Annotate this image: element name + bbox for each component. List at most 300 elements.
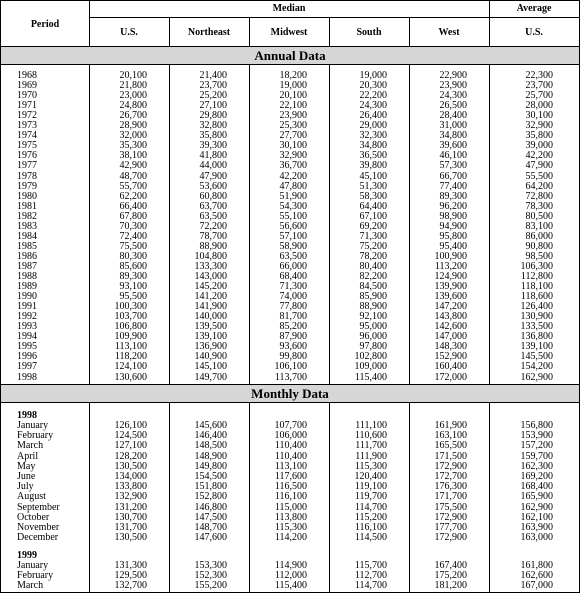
table-cell-value: 115,400 xyxy=(354,371,387,383)
table-cell-value: 130,900 xyxy=(520,311,553,323)
table-cell-value: 104,800 xyxy=(194,250,227,262)
table-cell-value: 47,900 xyxy=(525,160,553,172)
table-cell-value: 39,600 xyxy=(439,140,467,152)
table-cell-value: 143,800 xyxy=(434,311,467,323)
table-cell-value: 57,300 xyxy=(439,160,467,172)
row-period-label: September xyxy=(17,501,60,513)
table-cell-value: 28,000 xyxy=(525,100,553,112)
table-cell-value: 20,300 xyxy=(359,80,387,92)
table-cell-value: 114,700 xyxy=(354,501,387,513)
table-cell-value: 145,200 xyxy=(194,281,227,293)
table-cell-value: 130,500 xyxy=(114,460,147,472)
table-cell-value: 42,900 xyxy=(119,160,147,172)
table-cell-value: 81,700 xyxy=(279,311,307,323)
table-cell-value: 167,400 xyxy=(434,560,467,571)
table-cell-value: 153,900 xyxy=(520,430,553,442)
table-cell-value: 113,700 xyxy=(274,371,307,383)
table-cell-value: 116,500 xyxy=(274,481,307,493)
row-period-label: 1983 xyxy=(17,220,37,232)
average-header: Average xyxy=(516,3,552,14)
table-cell-value: 35,800 xyxy=(525,130,553,142)
row-period-label: 1976 xyxy=(17,150,37,162)
row-period-label: 1996 xyxy=(17,351,37,363)
table-cell-value: 130,600 xyxy=(114,371,147,383)
annual-data-heading: Annual Data xyxy=(1,47,579,64)
table-cell-value: 171,500 xyxy=(434,450,467,462)
table-cell-value: 44,000 xyxy=(199,160,227,172)
table-cell-value: 92,100 xyxy=(359,311,387,323)
table-cell-value: 134,000 xyxy=(114,471,147,482)
table-cell-value: 112,000 xyxy=(274,570,307,582)
row-period-label: 1982 xyxy=(17,210,37,222)
col-divider xyxy=(169,64,170,384)
table-cell-value: 51,900 xyxy=(279,190,307,202)
table-cell-value: 63,500 xyxy=(279,250,307,262)
table-cell-value: 109,900 xyxy=(114,331,147,343)
table-cell-value: 152,800 xyxy=(194,491,227,503)
table-cell-value: 106,800 xyxy=(114,321,147,333)
col-divider xyxy=(89,64,90,384)
table-cell-value: 72,200 xyxy=(199,220,227,232)
table-cell-value: 131,300 xyxy=(114,560,147,571)
table-cell-value: 172,900 xyxy=(434,460,467,472)
table-cell-value: 131,700 xyxy=(114,522,147,533)
table-cell-value: 153,300 xyxy=(194,560,227,571)
table-cell-value: 41,800 xyxy=(199,150,227,162)
monthly-data-heading: Monthly Data xyxy=(1,385,579,402)
table-cell-value: 46,100 xyxy=(439,150,467,162)
table-cell-value: 26,500 xyxy=(439,100,467,112)
table-cell-value: 72,800 xyxy=(525,190,553,202)
table-cell-value: 169,200 xyxy=(520,471,553,482)
table-cell-value: 157,200 xyxy=(520,440,553,452)
table-cell-value: 82,200 xyxy=(359,271,387,282)
table-cell-value: 21,400 xyxy=(199,70,227,81)
table-cell-value: 145,500 xyxy=(520,351,553,363)
table-cell-value: 63,700 xyxy=(199,200,227,212)
row-period-label: 1978 xyxy=(17,170,37,182)
table-cell-value: 147,000 xyxy=(434,331,467,343)
table-cell-value: 38,100 xyxy=(119,150,147,162)
table-cell-value: 77,800 xyxy=(279,301,307,313)
table-cell-value: 67,800 xyxy=(119,210,147,222)
table-cell-value: 99,800 xyxy=(279,351,307,363)
table-cell-value: 95,500 xyxy=(119,291,147,303)
table-cell-value: 175,500 xyxy=(434,501,467,513)
table-cell-value: 22,900 xyxy=(439,70,467,81)
table-cell-value: 115,200 xyxy=(354,511,387,523)
table-cell-value: 18,200 xyxy=(279,70,307,81)
table-cell-value: 156,800 xyxy=(520,420,553,431)
table-cell-value: 28,400 xyxy=(439,110,467,122)
table-cell-value: 96,200 xyxy=(439,200,467,212)
table-cell-value: 167,000 xyxy=(520,580,553,592)
table-cell-value: 115,300 xyxy=(274,522,307,533)
table-cell-value: 148,900 xyxy=(194,450,227,462)
table-cell-value: 146,800 xyxy=(194,501,227,513)
table-cell-value: 100,300 xyxy=(114,301,147,313)
year-label-1999: 1999 xyxy=(17,550,37,561)
table-cell-value: 147,500 xyxy=(194,511,227,523)
table-cell-value: 27,700 xyxy=(279,130,307,142)
row-period-label: 1986 xyxy=(17,250,37,262)
table-cell-value: 68,400 xyxy=(279,271,307,282)
row-period-label: 1972 xyxy=(17,110,37,122)
table-cell-value: 112,700 xyxy=(354,570,387,582)
table-cell-value: 112,800 xyxy=(520,271,553,282)
table-cell-value: 162,900 xyxy=(520,501,553,513)
table-cell-value: 130,700 xyxy=(114,511,147,523)
row-period-label: 1980 xyxy=(17,190,37,202)
row-period-label: 1990 xyxy=(17,291,37,303)
table-cell-value: 67,100 xyxy=(359,210,387,222)
table-cell-value: 116,100 xyxy=(274,491,307,503)
table-cell-value: 69,200 xyxy=(359,220,387,232)
monthly-heading-line xyxy=(1,402,579,403)
table-cell-value: 32,300 xyxy=(359,130,387,142)
table-cell-value: 22,200 xyxy=(359,90,387,102)
table-cell-value: 25,200 xyxy=(199,90,227,102)
table-cell-value: 133,300 xyxy=(194,260,227,272)
col-divider xyxy=(409,402,410,592)
table-cell-value: 118,200 xyxy=(114,351,147,363)
table-cell-value: 140,900 xyxy=(194,351,227,363)
table-cell-value: 113,100 xyxy=(114,341,147,353)
table-cell-value: 152,900 xyxy=(434,351,467,363)
table-cell-value: 126,100 xyxy=(114,420,147,431)
table-cell-value: 35,300 xyxy=(119,140,147,152)
row-period-label: October xyxy=(17,511,50,523)
row-period-label: 1977 xyxy=(17,160,37,172)
table-cell-value: 172,900 xyxy=(434,532,467,544)
table-cell-value: 47,900 xyxy=(199,170,227,182)
table-cell-value: 114,700 xyxy=(354,580,387,592)
table-cell-value: 133,500 xyxy=(520,321,553,333)
table-cell-value: 72,400 xyxy=(119,230,147,242)
table-cell-value: 30,100 xyxy=(525,110,553,122)
col-divider xyxy=(489,64,490,384)
table-cell-value: 113,100 xyxy=(274,460,307,472)
table-cell-value: 23,700 xyxy=(525,80,553,92)
table-cell-value: 20,100 xyxy=(279,90,307,102)
table-cell-value: 95,000 xyxy=(359,321,387,333)
row-period-label: 1991 xyxy=(17,301,37,313)
table-cell-value: 75,500 xyxy=(119,240,147,252)
col-divider xyxy=(409,17,410,46)
table-cell-value: 103,700 xyxy=(114,311,147,323)
table-cell-value: 181,200 xyxy=(434,580,467,592)
table-cell-value: 115,000 xyxy=(274,501,307,513)
col-divider xyxy=(89,402,90,592)
table-cell-value: 140,000 xyxy=(194,311,227,323)
table-cell-value: 162,100 xyxy=(520,511,553,523)
row-period-label: 1969 xyxy=(17,80,37,92)
table-cell-value: 98,500 xyxy=(525,250,553,262)
table-cell-value: 47,800 xyxy=(279,180,307,192)
col-divider xyxy=(329,17,330,46)
table-cell-value: 22,100 xyxy=(279,100,307,112)
table-cell-value: 139,600 xyxy=(434,291,467,303)
table-cell-value: 64,200 xyxy=(525,180,553,192)
table-cell-value: 39,000 xyxy=(525,140,553,152)
table-cell-value: 20,100 xyxy=(119,70,147,81)
table-cell-value: 94,900 xyxy=(439,220,467,232)
table-cell-value: 55,500 xyxy=(525,170,553,182)
table-cell-value: 133,800 xyxy=(114,481,147,493)
table-cell-value: 102,800 xyxy=(354,351,387,363)
table-cell-value: 139,500 xyxy=(194,321,227,333)
annual-heading-line xyxy=(1,64,579,65)
table-cell-value: 86,000 xyxy=(525,230,553,242)
table-cell-value: 63,500 xyxy=(199,210,227,222)
table-cell-value: 148,500 xyxy=(194,440,227,452)
table-cell-value: 115,300 xyxy=(354,460,387,472)
col-divider xyxy=(249,402,250,592)
row-period-label: 1971 xyxy=(17,100,37,112)
table-cell-value: 129,500 xyxy=(114,570,147,582)
table-cell-value: 35,800 xyxy=(199,130,227,142)
table-cell-value: 128,200 xyxy=(114,450,147,462)
table-cell-value: 88,900 xyxy=(199,240,227,252)
table-cell-value: 147,200 xyxy=(434,301,467,313)
col-divider xyxy=(249,17,250,46)
table-cell-value: 26,700 xyxy=(119,110,147,122)
year-label-1998: 1998 xyxy=(17,410,37,421)
table-cell-value: 115,700 xyxy=(354,560,387,571)
row-period-label: 1994 xyxy=(17,331,37,343)
table-cell-value: 71,300 xyxy=(279,281,307,293)
table-cell-value: 149,800 xyxy=(194,460,227,472)
table-cell-value: 25,700 xyxy=(525,90,553,102)
table-cell-value: 62,200 xyxy=(119,190,147,202)
table-cell-value: 115,400 xyxy=(274,580,307,592)
table-cell-value: 80,300 xyxy=(119,250,147,262)
row-period-label: July xyxy=(17,481,34,493)
row-period-label: June xyxy=(17,471,36,482)
row-period-label: 1993 xyxy=(17,321,37,333)
table-cell-value: 28,900 xyxy=(119,120,147,132)
col-header-us: U.S. xyxy=(120,27,138,38)
table-cell-value: 24,300 xyxy=(359,100,387,112)
table-cell-value: 29,000 xyxy=(359,120,387,132)
table-cell-value: 42,200 xyxy=(525,150,553,162)
col-divider xyxy=(169,402,170,592)
table-cell-value: 113,200 xyxy=(434,260,467,272)
table-cell-value: 118,100 xyxy=(520,281,553,293)
table-cell-value: 165,900 xyxy=(520,491,553,503)
row-period-label: November xyxy=(17,522,60,533)
row-period-label: 1989 xyxy=(17,281,37,293)
header-divider xyxy=(89,17,579,18)
table-cell-value: 111,100 xyxy=(355,420,387,431)
table-cell-value: 124,100 xyxy=(114,361,147,373)
table-cell-value: 85,600 xyxy=(119,260,147,272)
table-cell-value: 23,700 xyxy=(199,80,227,92)
table-cell-value: 145,600 xyxy=(194,420,227,431)
table-cell-value: 64,400 xyxy=(359,200,387,212)
row-period-label: March xyxy=(17,580,44,592)
row-period-label: 1992 xyxy=(17,311,37,323)
table-cell-value: 118,600 xyxy=(520,291,553,303)
table-cell-value: 58,300 xyxy=(359,190,387,202)
table-cell-value: 71,300 xyxy=(359,230,387,242)
table-cell-value: 113,800 xyxy=(274,511,307,523)
table-cell-value: 131,200 xyxy=(114,501,147,513)
table-cell-value: 136,900 xyxy=(194,341,227,353)
table-cell-value: 151,800 xyxy=(194,481,227,493)
table-cell-value: 80,500 xyxy=(525,210,553,222)
table-cell-value: 176,300 xyxy=(434,481,467,493)
table-cell-value: 45,100 xyxy=(359,170,387,182)
table-cell-value: 161,800 xyxy=(520,560,553,571)
table-cell-value: 48,700 xyxy=(119,170,147,182)
table-cell-value: 165,500 xyxy=(434,440,467,452)
table-cell-value: 132,900 xyxy=(114,491,147,503)
row-period-label: 1987 xyxy=(17,260,37,272)
table-cell-value: 106,300 xyxy=(520,260,553,272)
table-cell-value: 152,300 xyxy=(194,570,227,582)
table-cell-value: 23,000 xyxy=(119,90,147,102)
table-cell-value: 106,000 xyxy=(274,430,307,442)
table-cell-value: 74,000 xyxy=(279,291,307,303)
table-cell-value: 147,600 xyxy=(194,532,227,544)
row-period-label: February xyxy=(17,570,54,582)
table-cell-value: 159,700 xyxy=(520,450,553,462)
table-cell-value: 146,400 xyxy=(194,430,227,442)
table-cell-value: 25,300 xyxy=(279,120,307,132)
table-cell-value: 66,700 xyxy=(439,170,467,182)
median-header: Median xyxy=(272,3,306,14)
table-cell-value: 154,200 xyxy=(520,361,553,373)
row-period-label: August xyxy=(17,491,46,503)
table-cell-value: 85,200 xyxy=(279,321,307,333)
row-period-label: 1968 xyxy=(17,70,37,81)
table-cell-value: 141,200 xyxy=(194,291,227,303)
col-divider xyxy=(489,1,490,46)
table-cell-value: 177,700 xyxy=(434,522,467,533)
table-cell-value: 109,000 xyxy=(354,361,387,373)
table-cell-value: 143,000 xyxy=(194,271,227,282)
row-period-label: 1995 xyxy=(17,341,37,353)
col-header-average-us: U.S. xyxy=(525,27,543,38)
table-cell-value: 93,600 xyxy=(279,341,307,353)
row-period-label: 1975 xyxy=(17,140,37,152)
table-cell-value: 110,400 xyxy=(274,450,307,462)
table-cell-value: 168,400 xyxy=(520,481,553,493)
table-cell-value: 172,700 xyxy=(434,471,467,482)
table-cell-value: 42,200 xyxy=(279,170,307,182)
table-cell-value: 27,100 xyxy=(199,100,227,112)
table-cell-value: 98,900 xyxy=(439,210,467,222)
table-cell-value: 149,700 xyxy=(194,371,227,383)
table-cell-value: 31,000 xyxy=(439,120,467,132)
col-divider xyxy=(409,64,410,384)
table-cell-value: 160,400 xyxy=(434,361,467,373)
table-cell-value: 32,900 xyxy=(279,150,307,162)
table-cell-value: 126,400 xyxy=(520,301,553,313)
table-cell-value: 130,500 xyxy=(114,532,147,544)
table-cell-value: 172,000 xyxy=(434,371,467,383)
row-period-label: 1984 xyxy=(17,230,37,242)
table-cell-value: 107,700 xyxy=(274,420,307,431)
table-cell-value: 32,800 xyxy=(199,120,227,132)
table-cell-value: 32,000 xyxy=(119,130,147,142)
table-cell-value: 110,400 xyxy=(274,440,307,452)
table-cell-value: 145,100 xyxy=(194,361,227,373)
row-period-label: February xyxy=(17,430,54,442)
period-header: Period xyxy=(30,19,60,30)
table-cell-value: 148,700 xyxy=(194,522,227,533)
row-period-label: 1970 xyxy=(17,90,37,102)
table-cell-value: 100,900 xyxy=(434,250,467,262)
col-divider xyxy=(249,64,250,384)
table-cell-value: 19,000 xyxy=(359,70,387,81)
table-cell-value: 24,800 xyxy=(119,100,147,112)
table-cell-value: 34,800 xyxy=(439,130,467,142)
col-divider xyxy=(89,1,90,46)
table-cell-value: 132,700 xyxy=(114,580,147,592)
table-cell-value: 26,400 xyxy=(359,110,387,122)
table-cell-value: 96,000 xyxy=(359,331,387,343)
table-row xyxy=(1,581,579,592)
table-cell-value: 154,500 xyxy=(194,471,227,482)
table-cell-value: 111,700 xyxy=(355,440,387,452)
table-cell-value: 30,100 xyxy=(279,140,307,152)
row-period-label: 1973 xyxy=(17,120,37,132)
col-header-west: West xyxy=(438,27,460,38)
table-cell-value: 106,100 xyxy=(274,361,307,373)
table-cell-value: 78,200 xyxy=(359,250,387,262)
table-cell-value: 136,800 xyxy=(520,331,553,343)
col-divider xyxy=(489,402,490,592)
row-period-label: 1974 xyxy=(17,130,37,142)
table-cell-value: 89,300 xyxy=(119,271,147,282)
table-cell-value: 114,900 xyxy=(274,560,307,571)
table-cell-value: 163,000 xyxy=(520,532,553,544)
table-cell-value: 142,600 xyxy=(434,321,467,333)
row-period-label: May xyxy=(17,460,36,472)
table-cell-value: 58,900 xyxy=(279,240,307,252)
table-cell-value: 39,800 xyxy=(359,160,387,172)
col-header-northeast: Northeast xyxy=(187,27,231,38)
row-period-label: January xyxy=(17,560,49,571)
table-cell-value: 78,300 xyxy=(525,200,553,212)
table-cell-value: 60,800 xyxy=(199,190,227,202)
table-cell-value: 120,400 xyxy=(354,471,387,482)
table-cell-value: 127,100 xyxy=(114,440,147,452)
table-cell-value: 29,800 xyxy=(199,110,227,122)
table-cell-value: 57,100 xyxy=(279,230,307,242)
table-cell-value: 54,300 xyxy=(279,200,307,212)
table-cell-value: 23,900 xyxy=(279,110,307,122)
table-row xyxy=(1,533,579,544)
table-cell-value: 114,500 xyxy=(354,532,387,544)
table-cell-value: 39,300 xyxy=(199,140,227,152)
table-cell-value: 78,700 xyxy=(199,230,227,242)
table-cell-value: 162,300 xyxy=(520,460,553,472)
table-cell-value: 66,000 xyxy=(279,260,307,272)
table-cell-value: 56,600 xyxy=(279,220,307,232)
table-cell-value: 21,800 xyxy=(119,80,147,92)
table-cell-value: 139,100 xyxy=(194,331,227,343)
table-cell-value: 88,900 xyxy=(359,301,387,313)
table-cell-value: 23,900 xyxy=(439,80,467,92)
row-period-label: 1997 xyxy=(17,361,37,373)
table-cell-value: 155,200 xyxy=(194,580,227,592)
table-cell-value: 93,100 xyxy=(119,281,147,293)
table-cell-value: 162,900 xyxy=(520,371,553,383)
table-cell-value: 89,300 xyxy=(439,190,467,202)
